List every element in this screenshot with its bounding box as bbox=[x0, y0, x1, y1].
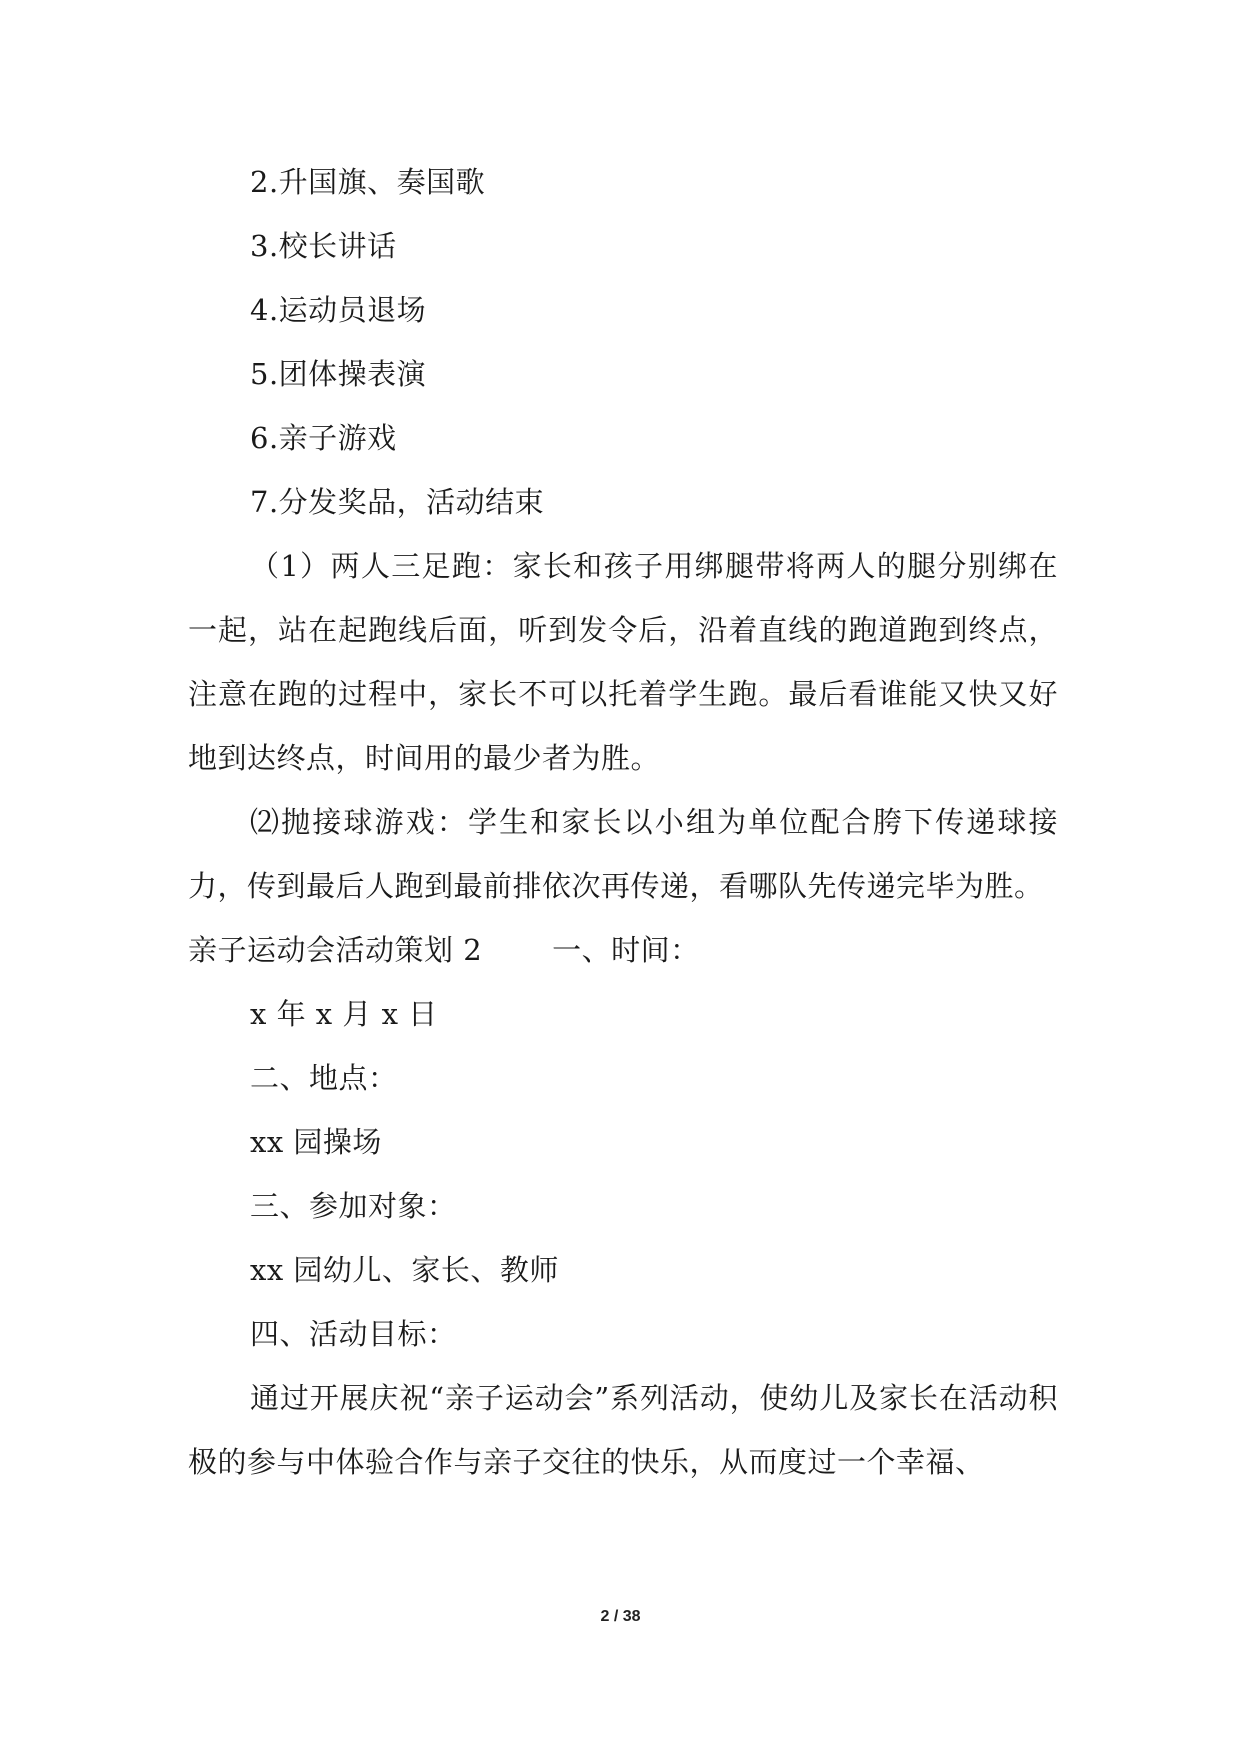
program-item: 2.升国旗、奏国歌 bbox=[250, 165, 486, 199]
program-item: 6.亲子游戏 bbox=[250, 421, 397, 455]
page-number: 2 / 38 bbox=[600, 1608, 641, 1625]
activity-goal-paragraph: 通过开展庆祝“亲子运动会”系列活动，使幼儿及家长在活动积极的参与中体验合作与亲子交往的快乐，从而度过一个幸福、 bbox=[188, 1381, 1058, 1479]
program-item: 4.运动员退场 bbox=[250, 293, 427, 327]
plan-detail: x 年 x 月 x 日 bbox=[250, 997, 438, 1031]
plan-2-title: 亲子运动会活动策划 2 bbox=[188, 933, 483, 967]
program-item: 7.分发奖品，活动结束 bbox=[250, 485, 545, 519]
plan-detail: 四、活动目标： bbox=[250, 1317, 457, 1351]
program-item: 5.团体操表演 bbox=[250, 357, 427, 391]
plan-detail: xx 园操场 bbox=[250, 1125, 382, 1159]
plan-detail: 二、地点： bbox=[250, 1061, 398, 1095]
section-time-heading: 一、时间： bbox=[552, 933, 700, 967]
plan-detail: 三、参加对象： bbox=[250, 1189, 457, 1223]
game-description-ball-relay: ⑵抛接球游戏：学生和家长以小组为单位配合胯下传递球接力，传到最后人跑到最前排依次再传递，看哪队先传递完毕为胜。 bbox=[188, 805, 1058, 903]
document-body bbox=[188, 150, 1058, 1494]
program-item: 3.校长讲话 bbox=[250, 229, 397, 263]
game-description-three-legged-race: （1）两人三足跑：家长和孩子用绑腿带将两人的腿分别绑在一起，站在起跑线后面，听到发令后，沿着直线的跑道跑到终点，注意在跑的过程中，家长不可以托着学生跑。最后看谁能又快又好地到达终点，时间用的最少者为胜。 bbox=[188, 549, 1058, 775]
plan-2-heading bbox=[188, 918, 1058, 982]
plan-detail: xx 园幼儿、家长、教师 bbox=[250, 1253, 559, 1287]
